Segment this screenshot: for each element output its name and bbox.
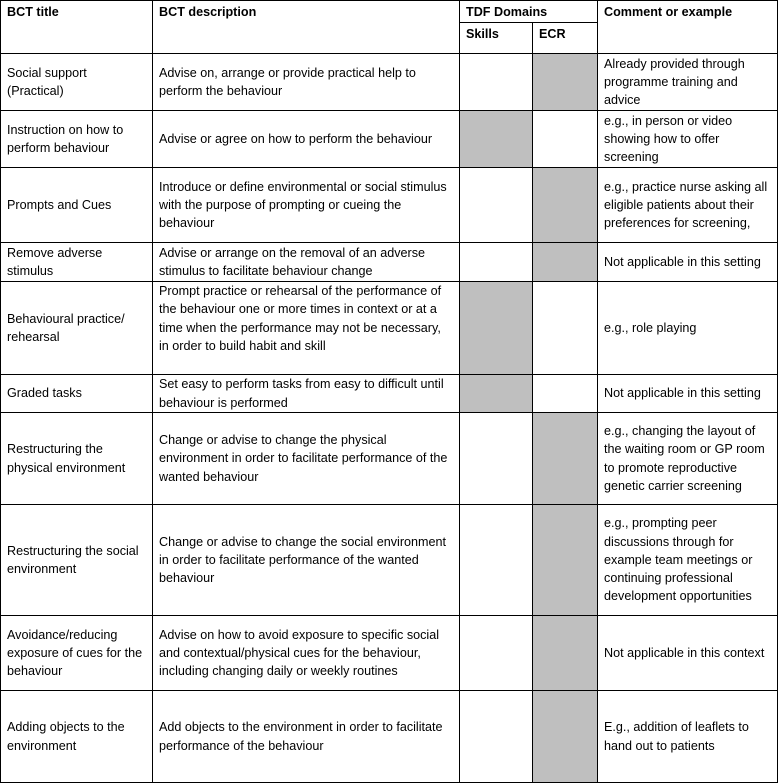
- skills-cell: [460, 111, 533, 168]
- bct-title-cell: Prompts and Cues: [1, 168, 153, 243]
- skills-cell: [460, 54, 533, 111]
- bct-description-cell: Set easy to perform tasks from easy to difficult until behaviour is performed: [153, 375, 460, 413]
- skills-cell: [460, 168, 533, 243]
- ecr-cell: [533, 691, 598, 783]
- comment-cell: Already provided through programme training and advice: [598, 54, 778, 111]
- comment-cell: e.g., prompting peer discussions through for example team meetings or continuing professional development opportunities: [598, 505, 778, 616]
- bct-description-cell: Add objects to the environment in order to facilitate performance of the behaviour: [153, 691, 460, 783]
- header-bct-description: BCT description: [153, 1, 460, 54]
- bct-title-cell: Remove adverse stimulus: [1, 243, 153, 282]
- bct-description-cell: Introduce or define environmental or social stimulus with the purpose of prompting or cueing the behaviour: [153, 168, 460, 243]
- skills-cell: [460, 282, 533, 375]
- ecr-cell: [533, 54, 598, 111]
- comment-cell: e.g., role playing: [598, 282, 778, 375]
- bct-description-cell: Prompt practice or rehearsal of the performance of the behaviour one or more times in context or at a time when the performance may not be necessary, in order to build habit and skill: [153, 282, 460, 375]
- bct-description-cell: Advise or agree on how to perform the behaviour: [153, 111, 460, 168]
- table-row: [1, 413, 778, 505]
- bct-title-cell: Behavioural practice/ rehearsal: [1, 282, 153, 375]
- skills-cell: [460, 413, 533, 505]
- comment-cell: Not applicable in this setting: [598, 375, 778, 413]
- skills-cell: [460, 691, 533, 783]
- ecr-cell: [533, 505, 598, 616]
- table-row: [1, 111, 778, 168]
- comment-cell: e.g., changing the layout of the waiting room or GP room to promote reproductive genetic carrier screening: [598, 413, 778, 505]
- ecr-cell: [533, 168, 598, 243]
- bct-title-cell: Restructuring the social environment: [1, 505, 153, 616]
- skills-cell: [460, 375, 533, 413]
- comment-cell: e.g., practice nurse asking all eligible patients about their preferences for screening,: [598, 168, 778, 243]
- comment-cell: Not applicable in this setting: [598, 243, 778, 282]
- bct-title-cell: Avoidance/reducing exposure of cues for the behaviour: [1, 616, 153, 691]
- table-row: [1, 616, 778, 691]
- bct-description-cell: Change or advise to change the physical environment in order to facilitate performance of the wanted behaviour: [153, 413, 460, 505]
- ecr-cell: [533, 616, 598, 691]
- skills-cell: [460, 505, 533, 616]
- ecr-cell: [533, 282, 598, 375]
- bct-title-cell: Graded tasks: [1, 375, 153, 413]
- header-bct-title: BCT title: [1, 1, 153, 54]
- bct-title-cell: Social support (Practical): [1, 54, 153, 111]
- table-row: [1, 168, 778, 243]
- bct-description-cell: Advise on, arrange or provide practical help to perform the behaviour: [153, 54, 460, 111]
- comment-cell: e.g., in person or video showing how to offer screening: [598, 111, 778, 168]
- header-skills: Skills: [460, 23, 533, 54]
- comment-cell: Not applicable in this context: [598, 616, 778, 691]
- ecr-cell: [533, 243, 598, 282]
- bct-description-cell: Change or advise to change the social environment in order to facilitate performance of the wanted behaviour: [153, 505, 460, 616]
- ecr-cell: [533, 111, 598, 168]
- ecr-cell: [533, 375, 598, 413]
- table-row: [1, 282, 778, 375]
- table-row: [1, 243, 778, 282]
- table-row: [1, 691, 778, 783]
- comment-cell: E.g., addition of leaflets to hand out to patients: [598, 691, 778, 783]
- skills-cell: [460, 616, 533, 691]
- bct-description-cell: Advise or arrange on the removal of an adverse stimulus to facilitate behaviour change: [153, 243, 460, 282]
- bct-title-cell: Restructuring the physical environment: [1, 413, 153, 505]
- table-row: [1, 505, 778, 616]
- ecr-cell: [533, 413, 598, 505]
- skills-cell: [460, 243, 533, 282]
- bct-title-cell: Adding objects to the environment: [1, 691, 153, 783]
- header-tdf-domains: TDF Domains: [460, 1, 598, 23]
- table-row: [1, 54, 778, 111]
- bct-title-cell: Instruction on how to perform behaviour: [1, 111, 153, 168]
- header-comment: Comment or example: [598, 1, 778, 54]
- header-ecr: ECR: [533, 23, 598, 54]
- table-row: [1, 375, 778, 413]
- bct-description-cell: Advise on how to avoid exposure to specific social and contextual/physical cues for the behaviour, including changing daily or weekly routines: [153, 616, 460, 691]
